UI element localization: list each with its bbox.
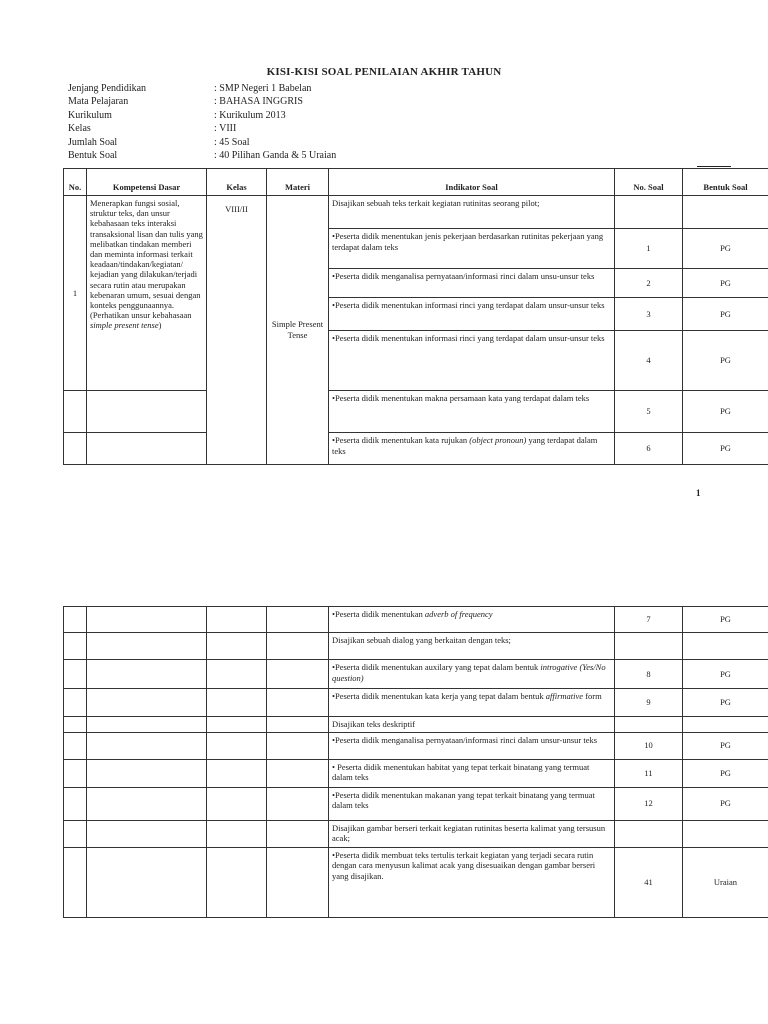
indikator-text: •Peserta didik menentukan kata rujukan (332, 435, 470, 445)
table-row (64, 732, 768, 759)
indikator-cell: •Peserta didik menentukan jenis pekerjaan berdasarkan rutinitas pekerjaan yang terdapat dalam teks (329, 229, 615, 269)
bentuk-soal-cell: PG (683, 732, 768, 759)
indikator-cell: Disajikan teks deskriptif (329, 717, 615, 733)
bentuk-soal-cell: PG (683, 660, 768, 689)
bentuk-soal-cell: PG (683, 331, 768, 391)
col-header-no-soal: No. Soal (615, 169, 683, 196)
col-header-kd: Kompetensi Dasar (87, 169, 207, 196)
no-soal-cell: 6 (615, 433, 683, 465)
empty-cell (87, 660, 207, 689)
empty-cell (207, 759, 267, 787)
info-value: : 45 Soal (214, 136, 250, 149)
kisi-kisi-table-2 (63, 606, 768, 918)
info-value: : Kurikulum 2013 (214, 109, 286, 122)
empty-cell (207, 820, 267, 847)
no-soal-cell: 7 (615, 607, 683, 633)
empty-cell (87, 717, 207, 733)
indikator-cell: •Peserta didik menganalisa pernyataan/informasi rinci dalam unsur-unsur teks (329, 732, 615, 759)
empty-cell (207, 732, 267, 759)
table-row (64, 391, 768, 433)
empty-cell (87, 820, 207, 847)
no-soal-cell: 10 (615, 732, 683, 759)
no-soal-cell: 8 (615, 660, 683, 689)
col-header-no: No. (64, 169, 87, 196)
empty-cell (207, 633, 267, 660)
indikator-italic-text: affirmative (545, 691, 584, 701)
indikator-cell (329, 607, 615, 633)
empty-cell (267, 820, 329, 847)
empty-cell (267, 689, 329, 717)
no-soal-cell (615, 717, 683, 733)
table-row (64, 660, 768, 689)
bentuk-soal-cell: PG (683, 787, 768, 820)
indikator-text: •Peserta didik menentukan auxilary yang tepat dalam bentuk (332, 662, 541, 672)
decorative-rule (697, 166, 731, 167)
bentuk-soal-cell: PG (683, 433, 768, 465)
col-header-indikator: Indikator Soal (329, 169, 615, 196)
table-row (64, 717, 768, 733)
empty-cell (267, 660, 329, 689)
empty-cell (64, 717, 87, 733)
empty-cell (87, 732, 207, 759)
indikator-italic-text: introgative (Yes/No question) (332, 662, 606, 683)
bentuk-soal-cell (683, 196, 768, 229)
table-row (64, 633, 768, 660)
empty-cell (87, 433, 207, 465)
info-label: Kelas (68, 123, 91, 135)
no-soal-cell: 4 (615, 331, 683, 391)
table-row (64, 820, 768, 847)
kd-italic-text: simple present tense (90, 320, 159, 331)
bentuk-soal-cell: PG (683, 229, 768, 269)
bentuk-soal-cell: PG (683, 689, 768, 717)
bentuk-soal-cell (683, 633, 768, 660)
kelas-cell: VIII/II (207, 196, 267, 465)
indikator-cell: •Peserta didik menentukan makna persamaan kata yang terdapat dalam teks (329, 391, 615, 433)
indikator-text: yang terdapat dalam teks (332, 435, 598, 456)
empty-cell (64, 689, 87, 717)
info-label: Mata Pelajaran (68, 96, 129, 108)
empty-cell (87, 759, 207, 787)
indikator-cell: •Peserta didik menentukan informasi rinci yang terdapat dalam unsur-unsur teks (329, 331, 615, 391)
no-soal-cell (615, 820, 683, 847)
empty-cell (64, 660, 87, 689)
page-number: 1 (696, 488, 701, 498)
bentuk-soal-cell: PG (683, 759, 768, 787)
info-value: : BAHASA INGGRIS (214, 95, 303, 108)
empty-cell (207, 847, 267, 917)
empty-cell (207, 717, 267, 733)
no-soal-cell: 12 (615, 787, 683, 820)
empty-cell (64, 391, 87, 433)
empty-cell (207, 689, 267, 717)
row-number: 1 (64, 196, 87, 391)
indikator-cell: • Peserta didik menentukan habitat yang tepat terkait binatang yang termuat dalam teks (329, 759, 615, 787)
table-row (64, 787, 768, 820)
indikator-text: •Peserta didik menentukan (332, 609, 425, 619)
empty-cell (267, 633, 329, 660)
indikator-cell: •Peserta didik menentukan makanan yang tepat terkait binatang yang termuat dalam teks (329, 787, 615, 820)
empty-cell (64, 732, 87, 759)
indikator-cell: •Peserta didik membuat teks tertulis terkait kegiatan yang terjadi secara rutin dengan cara menyusun kalimat acak yang disesuaikan dengan gambar berseri yang disajikan. (329, 847, 615, 917)
info-value: : 40 Pilihan Ganda & 5 Uraian (214, 149, 336, 162)
indikator-cell (329, 689, 615, 717)
kd-text: Menerapkan fungsi sosial, struktur teks, dan unsur kebahasaan teks interaksi transaksional lisan dan tulis yang melibatkan tindakan memberi dan meminta informasi terkait keadaan/tindakan/kegiatan/ kejadian yang dilakukan/terjadi secara rutin atau merupakan kebenaran umum, sesuai dengan konteks penggunaannya. (Perhatikan unsur kebahasaan (90, 198, 203, 321)
no-soal-cell (615, 633, 683, 660)
table-row (64, 607, 768, 633)
document-title: KISI-KISI SOAL PENILAIAN AKHIR TAHUN (266, 66, 502, 78)
info-label: Jenjang Pendidikan (68, 83, 147, 94)
empty-cell (267, 732, 329, 759)
empty-cell (87, 847, 207, 917)
empty-cell (64, 633, 87, 660)
indikator-cell (329, 660, 615, 689)
indikator-text: •Peserta didik menentukan kata kerja yang tepat dalam bentuk (332, 691, 546, 701)
empty-cell (267, 787, 329, 820)
bentuk-soal-cell: Uraian (683, 847, 768, 917)
empty-cell (64, 820, 87, 847)
bentuk-soal-cell (683, 717, 768, 733)
indikator-text: form (583, 691, 602, 701)
empty-cell (87, 391, 207, 433)
indikator-italic-text: adverb of frequency (424, 609, 493, 619)
kd-close-paren: ) (158, 320, 162, 331)
empty-cell (207, 660, 267, 689)
empty-cell (207, 787, 267, 820)
bentuk-soal-cell: PG (683, 607, 768, 633)
table-row (64, 759, 768, 787)
empty-cell (207, 607, 267, 633)
kompetensi-dasar-cell (87, 196, 207, 391)
empty-cell (87, 689, 207, 717)
empty-cell (267, 607, 329, 633)
empty-cell (64, 607, 87, 633)
info-label: Bentuk Soal (68, 149, 118, 161)
table-row (64, 196, 768, 229)
no-soal-cell: 5 (615, 391, 683, 433)
info-value: : SMP Negeri 1 Babelan (214, 82, 311, 95)
indikator-cell: Disajikan sebuah dialog yang berkaitan dengan teks; (329, 633, 615, 660)
no-soal-cell: 11 (615, 759, 683, 787)
indikator-cell: •Peserta didik menentukan informasi rinci yang terdapat dalam unsur-unsur teks (329, 298, 615, 331)
indikator-italic-text: (object pronoun) (469, 435, 527, 445)
no-soal-cell: 41 (615, 847, 683, 917)
table-row (64, 689, 768, 717)
materi-cell: Simple Present Tense (267, 196, 329, 465)
no-soal-cell: 1 (615, 229, 683, 269)
empty-cell (87, 607, 207, 633)
no-soal-cell: 9 (615, 689, 683, 717)
no-soal-cell: 2 (615, 269, 683, 298)
info-label: Jumlah Soal (68, 136, 118, 148)
bentuk-soal-cell: PG (683, 391, 768, 433)
col-header-bentuk: Bentuk Soal (683, 169, 768, 196)
table-header-row (64, 169, 768, 196)
bentuk-soal-cell: PG (683, 269, 768, 298)
empty-cell (64, 433, 87, 465)
empty-cell (64, 847, 87, 917)
no-soal-cell (615, 196, 683, 229)
empty-cell (87, 787, 207, 820)
col-header-kelas: Kelas (207, 169, 267, 196)
info-label: Kurikulum (68, 109, 112, 121)
table-row (64, 433, 768, 465)
empty-cell (267, 847, 329, 917)
bentuk-soal-cell: PG (683, 298, 768, 331)
info-value: : VIII (214, 122, 236, 135)
bentuk-soal-cell (683, 820, 768, 847)
empty-cell (267, 759, 329, 787)
indikator-cell (329, 433, 615, 465)
empty-cell (87, 633, 207, 660)
empty-cell (64, 787, 87, 820)
empty-cell (267, 717, 329, 733)
kisi-kisi-table-1 (63, 168, 768, 465)
indikator-cell: •Peserta didik menganalisa pernyataan/informasi rinci dalam unsu-unsur teks (329, 269, 615, 298)
col-header-materi: Materi (267, 169, 329, 196)
empty-cell (64, 759, 87, 787)
no-soal-cell: 3 (615, 298, 683, 331)
indikator-cell: Disajikan gambar berseri terkait kegiatan rutinitas beserta kalimat yang tersusun acak; (329, 820, 615, 847)
indikator-cell: Disajikan sebuah teks terkait kegiatan rutinitas seorang pilot; (329, 196, 615, 229)
table-row (64, 847, 768, 917)
